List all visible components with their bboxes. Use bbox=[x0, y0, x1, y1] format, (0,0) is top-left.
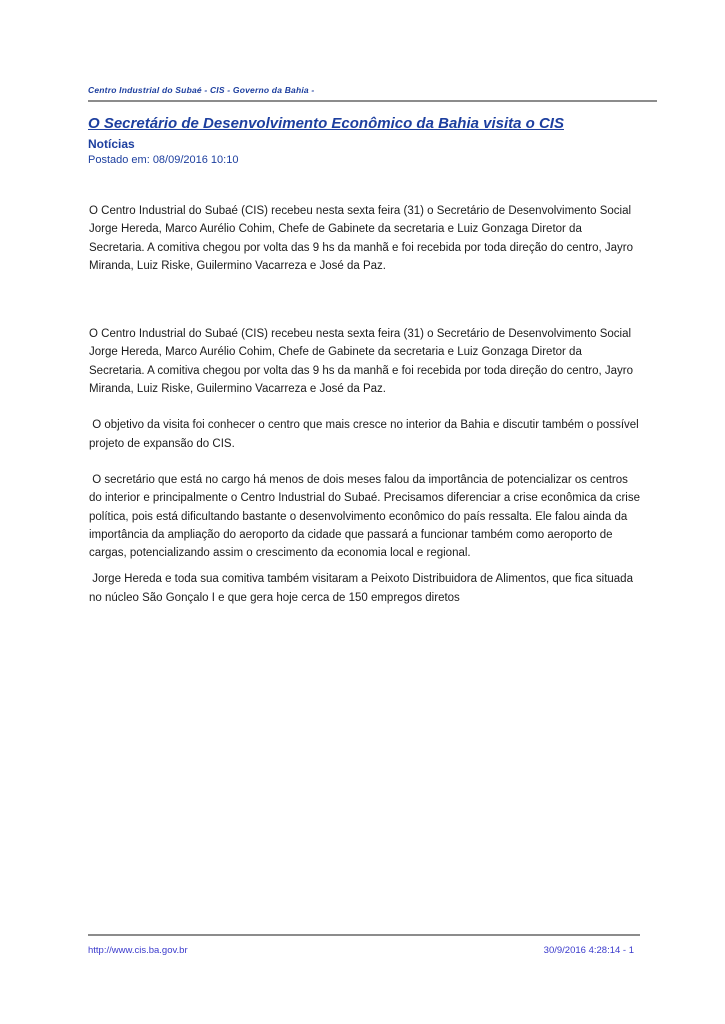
article-paragraph-1: O Centro Industrial do Subaé (CIS) recebeu nesta sexta feira (31) o Secretário de Desenvolvimento Social Jorge Hereda, Marco Aurélio Cohim, Chefe de Gabinete da secretaria e Luiz Gonzaga Diretor da Secretaria. A comitiva chegou por volta das 9 hs da manhã e foi recebida por toda direção do centro, Jayro Miranda, Luiz Riske, Guilermino Vacarreza e José da Paz. bbox=[89, 205, 637, 272]
header-divider bbox=[88, 100, 657, 102]
article-paragraph-4: O secretário que está no cargo há menos de dois meses falou da importância de potencializar os centros do interior e principalmente o Centro Industrial do Subaé. Precisamos diferenciar a crise econômica da crise política, pois está dificultando bastante o desenvolvimento econômico do país ressalta. Ele falou ainda da importância da ampliação do aeroporto da cidade que passará a funcionar também como aeroporto de cargas, potencializando assim o crescimento da economia local e regional. bbox=[89, 473, 644, 560]
article-paragraph-2: O Centro Industrial do Subaé (CIS) recebeu nesta sexta feira (31) o Secretário de Desenvolvimento Social Jorge Hereda, Marco Aurélio Cohim, Chefe de Gabinete da secretaria e Luiz Gonzaga Diretor da Secretaria. A comitiva chegou por volta das 9 hs da manhã e foi recebida por toda direção do centro, Jayro Miranda, Luiz Riske, Guilermino Vacarreza e José da Paz. bbox=[89, 328, 637, 396]
article-section-label: Notícias bbox=[88, 137, 135, 151]
page-footer bbox=[88, 945, 634, 956]
article-paragraph-5: Jorge Hereda e toda sua comitiva também visitaram a Peixoto Distribuidora de Alimentos, que fica situada no núcleo São Gonçalo I e que gera hoje cerca de 150 empregos diretos bbox=[89, 573, 637, 604]
article-body bbox=[89, 202, 644, 607]
article-title-link[interactable]: O Secretário de Desenvolvimento Econômico da Bahia visita o CIS bbox=[88, 115, 564, 132]
article-paragraph-3: O objetivo da visita foi conhecer o centro que mais cresce no interior da Bahia e discutir também o possível projeto de expansão do CIS. bbox=[89, 419, 642, 450]
site-title: Centro Industrial do Subaé - CIS - Governo da Bahia - bbox=[88, 85, 315, 95]
footer-print-timestamp: 30/9/2016 4:28:14 - 1 bbox=[543, 945, 634, 956]
article-posted-date: Postado em: 08/09/2016 10:10 bbox=[88, 154, 239, 166]
footer-divider bbox=[88, 934, 640, 936]
footer-url-link[interactable]: http://www.cis.ba.gov.br bbox=[88, 945, 188, 956]
